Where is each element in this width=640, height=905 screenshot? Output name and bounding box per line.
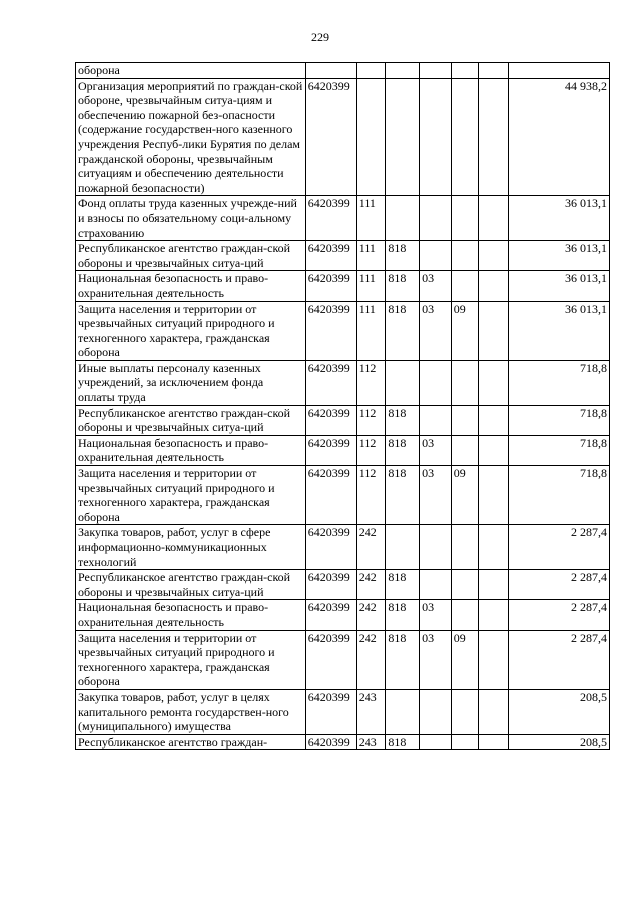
section-cell [420,63,452,79]
empty-cell [479,241,509,271]
expense-type-cell [356,78,386,196]
row-name-cell: Защита населения и территории от чрезвычайных ситуаций природного и техногенного характера, гражданская оборона [76,466,306,525]
subsection-cell [451,435,479,465]
empty-cell [479,360,509,405]
budget-table-body [76,63,610,750]
target-article-cell: 6420399 [305,405,356,435]
subsection-cell [451,570,479,600]
empty-cell [479,196,509,241]
section-cell [420,525,452,570]
row-name-cell: оборона [76,63,306,79]
empty-cell [479,630,509,689]
sum-cell: 36 013,1 [508,196,609,241]
sum-cell: 2 287,4 [508,600,609,630]
ministry-code-cell [386,63,420,79]
section-cell: 03 [420,630,452,689]
row-name-cell: Защита населения и территории от чрезвычайных ситуаций природного и техногенного характера, гражданская оборона [76,301,306,360]
target-article-cell: 6420399 [305,301,356,360]
empty-cell [479,63,509,79]
target-article-cell: 6420399 [305,734,356,750]
subsection-cell [451,405,479,435]
empty-cell [479,271,509,301]
table-row [76,301,610,360]
empty-cell [479,600,509,630]
row-name-cell: Республиканское агентство граждан-ской обороны и чрезвычайных ситуа-ций [76,405,306,435]
ministry-code-cell: 818 [386,600,420,630]
section-cell: 03 [420,435,452,465]
row-name-cell: Республиканское агентство граждан- [76,734,306,750]
ministry-code-cell: 818 [386,570,420,600]
expense-type-cell: 242 [356,525,386,570]
ministry-code-cell [386,360,420,405]
subsection-cell [451,78,479,196]
ministry-code-cell: 818 [386,435,420,465]
expense-type-cell: 111 [356,196,386,241]
table-row [76,600,610,630]
table-row [76,405,610,435]
target-article-cell: 6420399 [305,630,356,689]
target-article-cell: 6420399 [305,360,356,405]
subsection-cell [451,600,479,630]
row-name-cell: Республиканское агентство граждан-ской обороны и чрезвычайных ситуа-ций [76,570,306,600]
sum-cell: 2 287,4 [508,525,609,570]
row-name-cell: Национальная безопасность и право-охранительная деятельность [76,271,306,301]
section-cell [420,570,452,600]
table-row [76,78,610,196]
subsection-cell [451,271,479,301]
expense-type-cell: 242 [356,600,386,630]
empty-cell [479,525,509,570]
target-article-cell: 6420399 [305,271,356,301]
sum-cell: 208,5 [508,734,609,750]
table-row [76,525,610,570]
subsection-cell: 09 [451,301,479,360]
sum-cell: 2 287,4 [508,570,609,600]
subsection-cell [451,241,479,271]
table-row [76,466,610,525]
target-article-cell: 6420399 [305,570,356,600]
ministry-code-cell: 818 [386,734,420,750]
section-cell [420,360,452,405]
expense-type-cell: 111 [356,241,386,271]
empty-cell [479,435,509,465]
row-name-cell: Иные выплаты персоналу казенных учреждений, за исключением фонда оплаты труда [76,360,306,405]
table-row [76,570,610,600]
table-row [76,435,610,465]
row-name-cell: Организация мероприятий по граждан-ской обороне, чрезвычайным ситуа-циям и обеспечению пожарной без-опасности (содержание государствен-ного казенного учреждения Респуб-лики Бурятия по делам гражданской обороны, чрезвычайным ситуациям и обеспечению деятельности пожарной безопасности) [76,78,306,196]
empty-cell [479,78,509,196]
table-row [76,241,610,271]
subsection-cell [451,196,479,241]
section-cell [420,196,452,241]
table-row [76,630,610,689]
expense-type-cell: 112 [356,360,386,405]
expense-type-cell [356,63,386,79]
ministry-code-cell: 818 [386,271,420,301]
subsection-cell: 09 [451,630,479,689]
sum-cell: 36 013,1 [508,301,609,360]
ministry-code-cell: 818 [386,630,420,689]
sum-cell: 44 938,2 [508,78,609,196]
table-row [76,271,610,301]
expense-type-cell: 111 [356,271,386,301]
table-row [76,196,610,241]
ministry-code-cell: 818 [386,301,420,360]
page-number: 229 [311,30,329,44]
empty-cell [479,466,509,525]
target-article-cell: 6420399 [305,241,356,271]
target-article-cell: 6420399 [305,196,356,241]
sum-cell: 718,8 [508,405,609,435]
empty-cell [479,301,509,360]
row-name-cell: Закупка товаров, работ, услуг в сфере информационно-коммуникационных технологий [76,525,306,570]
empty-cell [479,734,509,750]
sum-cell: 208,5 [508,689,609,734]
subsection-cell: 09 [451,466,479,525]
target-article-cell: 6420399 [305,435,356,465]
table-row [76,360,610,405]
target-article-cell: 6420399 [305,525,356,570]
row-name-cell: Закупка товаров, работ, услуг в целях капитального ремонта государствен-ного (муниципального) имущества [76,689,306,734]
sum-cell: 718,8 [508,466,609,525]
table-row [76,63,610,79]
ministry-code-cell [386,525,420,570]
section-cell: 03 [420,271,452,301]
table-row [76,689,610,734]
section-cell: 03 [420,301,452,360]
empty-cell [479,689,509,734]
expense-type-cell: 242 [356,570,386,600]
sum-cell: 36 013,1 [508,271,609,301]
expense-type-cell: 111 [356,301,386,360]
empty-cell [479,405,509,435]
subsection-cell [451,734,479,750]
sum-cell: 718,8 [508,360,609,405]
target-article-cell [305,63,356,79]
subsection-cell [451,525,479,570]
section-cell [420,734,452,750]
section-cell [420,241,452,271]
section-cell: 03 [420,466,452,525]
expense-type-cell: 112 [356,435,386,465]
subsection-cell [451,360,479,405]
target-article-cell: 6420399 [305,466,356,525]
empty-cell [479,570,509,600]
budget-table [75,62,610,750]
row-name-cell: Республиканское агентство граждан-ской обороны и чрезвычайных ситуа-ций [76,241,306,271]
expense-type-cell: 243 [356,734,386,750]
expense-type-cell: 112 [356,466,386,525]
section-cell [420,405,452,435]
expense-type-cell: 112 [356,405,386,435]
target-article-cell: 6420399 [305,600,356,630]
section-cell: 03 [420,600,452,630]
ministry-code-cell [386,78,420,196]
table-row [76,734,610,750]
section-cell [420,689,452,734]
row-name-cell: Национальная безопасность и право-охранительная деятельность [76,435,306,465]
expense-type-cell: 243 [356,689,386,734]
subsection-cell [451,63,479,79]
target-article-cell: 6420399 [305,689,356,734]
target-article-cell: 6420399 [305,78,356,196]
ministry-code-cell: 818 [386,241,420,271]
subsection-cell [451,689,479,734]
row-name-cell: Защита населения и территории от чрезвычайных ситуаций природного и техногенного характера, гражданская оборона [76,630,306,689]
expense-type-cell: 242 [356,630,386,689]
row-name-cell: Национальная безопасность и право-охранительная деятельность [76,600,306,630]
sum-cell [508,63,609,79]
section-cell [420,78,452,196]
sum-cell: 718,8 [508,435,609,465]
ministry-code-cell: 818 [386,405,420,435]
sum-cell: 36 013,1 [508,241,609,271]
ministry-code-cell [386,196,420,241]
ministry-code-cell: 818 [386,466,420,525]
ministry-code-cell [386,689,420,734]
sum-cell: 2 287,4 [508,630,609,689]
row-name-cell: Фонд оплаты труда казенных учрежде-ний и взносы по обязательному соци-альному страхованию [76,196,306,241]
